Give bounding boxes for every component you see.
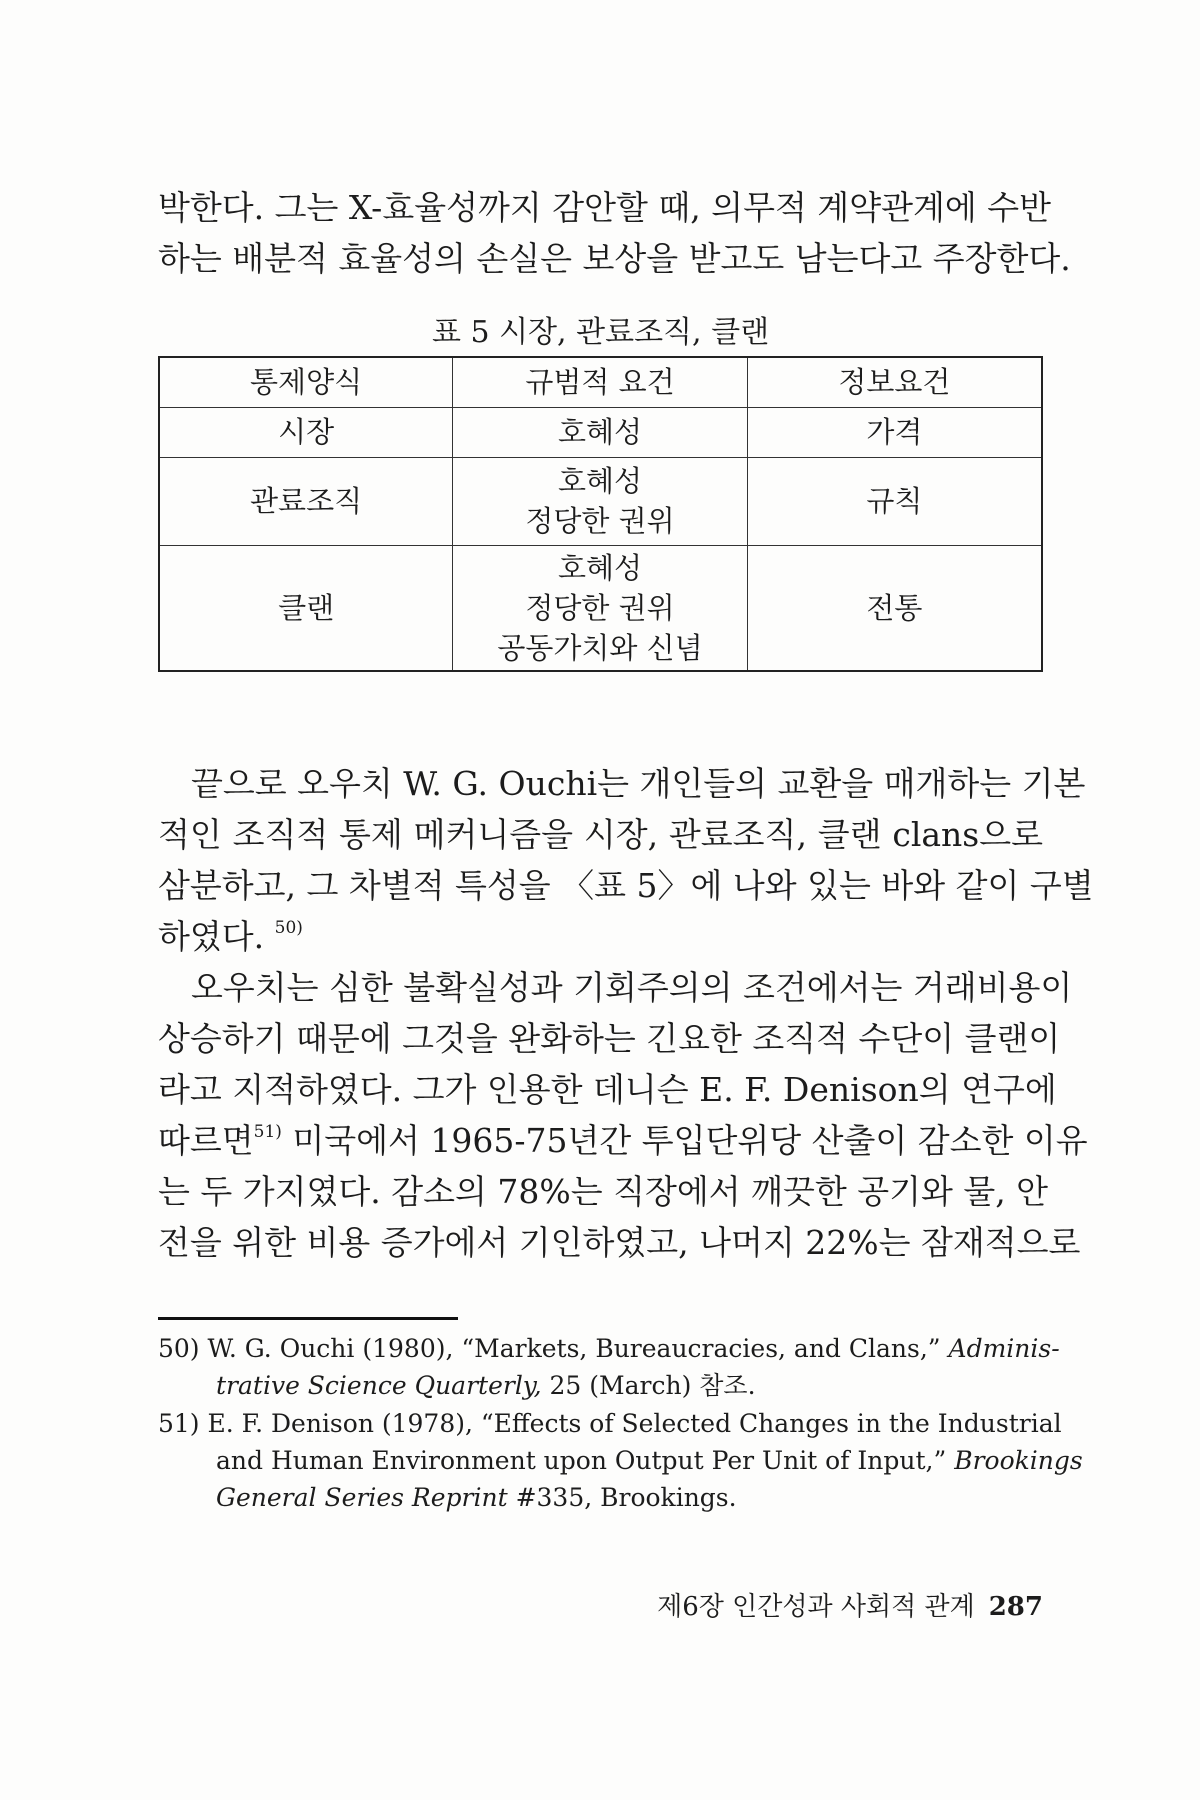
series-title: Brookings (954, 1446, 1083, 1475)
norm-item: 호혜성 (557, 415, 642, 449)
text-line (158, 911, 1043, 962)
ouchi-paragraph (158, 758, 1094, 962)
text-fragment: 따르면 (158, 1121, 254, 1160)
text-line: 는 두 가지였다. 감소의 78%는 직장에서 깨끗한 공기와 물, 안 (158, 1172, 1049, 1211)
table-row (159, 457, 1042, 545)
text-line: 적인 조직적 통제 메커니즘을 시장, 관료조직, 클랜 clans으로 (158, 815, 1043, 854)
chapter-title: 제6장 인간성과 사회적 관계 (657, 1592, 975, 1622)
table-cell-norms (453, 457, 748, 545)
footnote-line (158, 1479, 1043, 1516)
text-line: 라고 지적하였다. 그가 인용한 데니슨 E. F. Denison의 연구에 (158, 1070, 1057, 1109)
footnote-line (158, 1330, 1060, 1367)
denison-paragraph (158, 962, 1088, 1268)
norm-item: 정당한 권위 (525, 504, 675, 538)
column-header: 규범적 요건 (453, 357, 748, 407)
norm-item: 정당한 권위 (525, 590, 675, 625)
table-row (159, 545, 1042, 671)
text-line: 삼분하고, 그 차별적 특성을 〈표 5〉에 나와 있는 바와 같이 구별 (158, 866, 1094, 905)
text-line: 끝으로 오우치 W. G. Ouchi는 개인들의 교환을 매개하는 기본 (191, 764, 1086, 803)
footnote-51 (158, 1405, 1083, 1516)
footnote-50 (158, 1330, 1060, 1404)
footnote-ref-51[interactable]: 51) (253, 1122, 282, 1142)
series-title: General Series Reprint (216, 1483, 508, 1512)
column-header: 통제양식 (159, 357, 453, 407)
text-fragment: 하였다. (158, 917, 265, 956)
table-cell-info: 가격 (747, 407, 1042, 457)
table-cell-mode: 시장 (159, 407, 453, 457)
text-line: 오우치는 심한 불확실성과 기회주의의 조건에서는 거래비용이 (191, 968, 1073, 1007)
norm-item: 호혜성 (557, 550, 642, 585)
footnote-divider (158, 1317, 458, 1320)
table-cell-info: 규칙 (747, 457, 1042, 545)
column-header: 정보요건 (747, 357, 1042, 407)
text-line: 하는 배분적 효율성의 손실은 보상을 받고도 남는다고 주장한다. (158, 239, 1071, 278)
table-cell-norms (453, 407, 748, 457)
table-cell-mode: 클랜 (159, 545, 453, 671)
control-modes-table (158, 356, 1043, 672)
table-cell-mode: 관료조직 (159, 457, 453, 545)
table-caption: 표 5 시장, 관료조직, 클랜 (431, 315, 770, 350)
table-cell-info: 전통 (747, 545, 1042, 671)
footnote-ref-50[interactable]: 50) (274, 918, 303, 938)
footnote-line (158, 1442, 1083, 1479)
text-line: 박한다. 그는 X-효율성까지 감안할 때, 의무적 계약관계에 수반 (158, 188, 1051, 227)
norm-item: 호혜성 (557, 464, 642, 498)
table-header-row (159, 357, 1042, 407)
table-row (159, 407, 1042, 457)
norm-item: 공동가치와 신념 (497, 630, 703, 665)
table-cell-norms (453, 545, 748, 671)
text-line: 상승하기 때문에 그것을 완화하는 긴요한 조직적 수단이 클랜이 (158, 1019, 1061, 1058)
text-line (158, 1115, 1088, 1166)
text-line: 전을 위한 비용 증가에서 기인하였고, 나머지 22%는 잠재적으로 (158, 1223, 1081, 1262)
intro-paragraph (158, 182, 1071, 284)
text-fragment: 25 (March) 참조. (541, 1371, 756, 1400)
text-fragment: 미국에서 1965-75년간 투입단위당 산출이 감소한 이유 (281, 1121, 1088, 1160)
footnote-line: 51) E. F. Denison (1978), “Effects of Selected Changes in the Industrial (158, 1409, 1062, 1438)
journal-title: trative Science Quarterly, (216, 1371, 542, 1400)
journal-title: Adminis- (948, 1334, 1060, 1363)
footnote-line (158, 1367, 1043, 1404)
text-fragment: and Human Environment upon Output Per Unit of Input,” (216, 1446, 955, 1475)
text-fragment: #335, Brookings. (507, 1483, 737, 1512)
page-number: 287 (988, 1592, 1043, 1622)
text-fragment: 50) W. G. Ouchi (1980), “Markets, Bureaucracies, and Clans,” (158, 1334, 949, 1363)
running-footer (580, 1586, 1043, 1623)
